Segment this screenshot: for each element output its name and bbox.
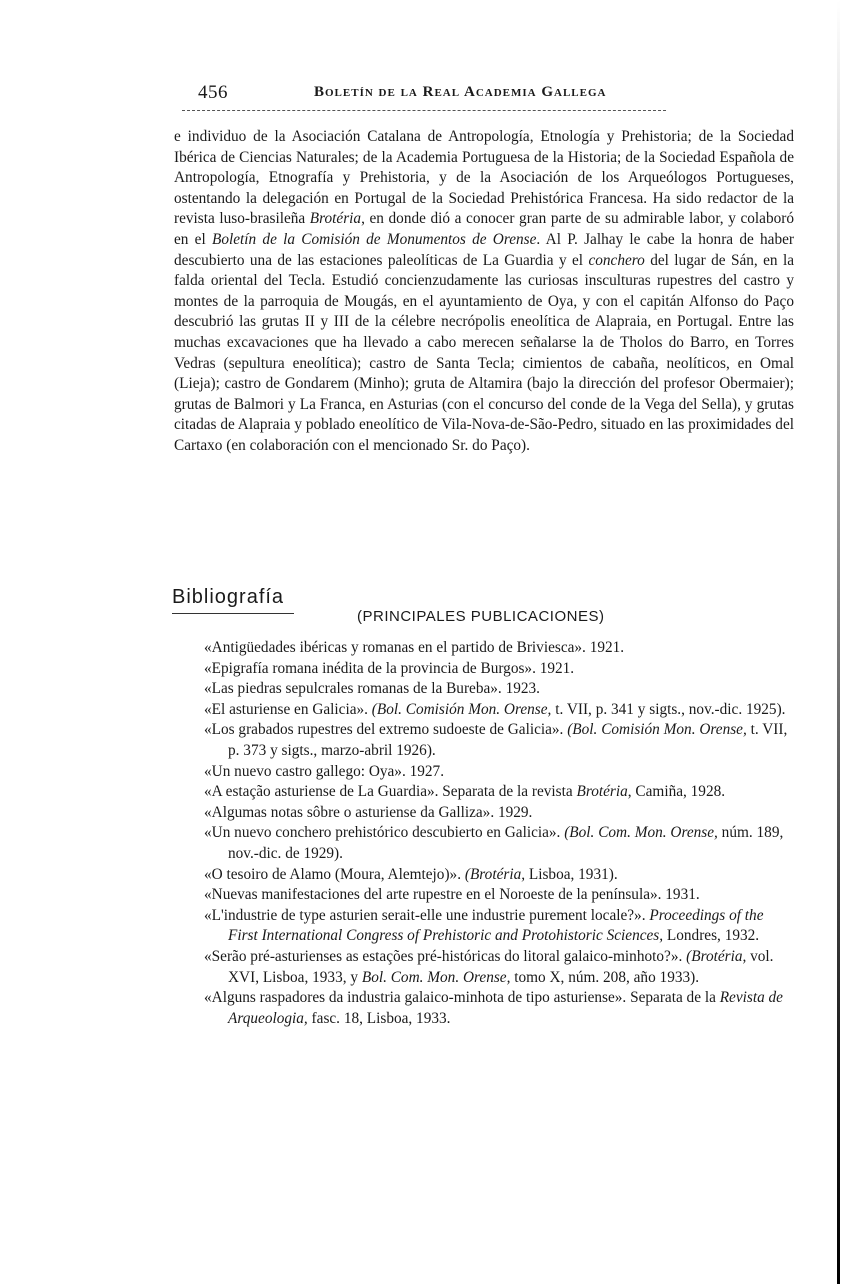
text-run: «A estação asturiense de La Guardia». Separata de la revista — [204, 783, 577, 801]
text-run: «Alguns raspadores da industria galaico-minhota de tipo asturiense». Separata de la — [204, 989, 720, 1007]
text-run: fasc. 18, Lisboa, 1933. — [307, 1009, 451, 1027]
bio-section — [174, 127, 794, 457]
bibliography-entry — [204, 638, 794, 659]
italic-run: (Brotéria, — [686, 947, 747, 965]
text-run: «Algumas notas sôbre o asturiense da Galliza». 1929. — [204, 803, 533, 821]
text-run: «L'industrie de type asturien serait-elle une industrie purement locale?». — [204, 906, 650, 924]
text-run: Londres, 1932. — [663, 927, 760, 945]
bibliography-heading: Bibliografía — [172, 586, 285, 608]
italic-run: (Bol. Comisión Mon. Orense, — [371, 700, 552, 718]
text-run: , Camiña, 1928. — [627, 783, 726, 801]
text-run: «Epigrafía romana inédita de la provincia de Burgos». 1921. — [204, 659, 575, 677]
text-run: Lisboa, 1931). — [525, 865, 618, 883]
page-number: 456 — [198, 82, 228, 103]
bibliography-entry — [204, 823, 794, 864]
italic-run: Bol. Com. Mon. Orense, — [361, 968, 511, 986]
text-run: «Serão pré-asturienses as estações pré-históricas do litoral galaico-minhoto?». — [204, 947, 687, 965]
bibliography-list — [204, 638, 794, 1029]
text-run: e individuo de la Asociación Catalana de Antropología, Etnología y Prehistoria; de la Sociedad Ibérica de Ciencias Naturales; de la Academia Portuguesa de la Historia; de la Sociedad Española de Antropología, Etnografía y Prehistoria, y de la Asociación de los Arqueólogos Portugueses, ostentando la delegación en Portugal de la Sociedad Prehistórica Francesa. Ha sido redactor de la revista luso-brasileña — [174, 128, 794, 228]
text-run: «Un nuevo conchero prehistórico descubierto en Galicia». — [204, 824, 565, 842]
text-run: «Nuevas manifestaciones del arte rupestre en el Noroeste de la península». 1931. — [204, 886, 700, 904]
bibliography-subheading: (PRINCIPALES PUBLICACIONES) — [357, 608, 605, 625]
text-run: «Los grabados rupestres del extremo sudoeste de Galicia». — [204, 721, 568, 739]
bibliography-entry — [204, 988, 794, 1029]
bibliography-entry — [204, 679, 794, 700]
text-run: , en donde dió a conocer gran parte de su admirable labor, y colaboró en el — [174, 210, 794, 248]
bibliography-entry — [204, 762, 794, 783]
running-title: Boletín de la Real Academia Gallega — [314, 84, 607, 100]
bibliography-entry — [204, 803, 794, 824]
bibliography-entry — [204, 782, 794, 803]
italic-run: Brotéria — [309, 210, 362, 228]
header-rule — [182, 110, 666, 111]
page-header — [198, 82, 663, 110]
bibliography-entry — [204, 659, 794, 680]
text-run: «O tesoiro de Alamo (Moura, Alemtejo)». — [204, 865, 465, 883]
text-run: tomo X, núm. 208, año 1933). — [510, 968, 700, 986]
bibliography-entry — [204, 720, 794, 761]
italic-run: (Bol. Com. Mon. Orense, — [564, 824, 718, 842]
bibliography-entry — [204, 700, 794, 721]
text-run: «Las piedras sepulcrales romanas de la Bureba». 1923. — [204, 680, 540, 698]
bibliography-entry — [204, 906, 794, 947]
text-run: núm. 189, nov.-dic. de 1929). — [228, 824, 784, 862]
italic-run: (Brotéria, — [464, 865, 526, 883]
text-run: del lugar de Sán, en la falda oriental del Tecla. Estudió concienzudamente las curiosas insculturas rupestres del castro y montes de la parroquia de Mougás, en el ayuntamiento de Oya, y con el capitán Alfonso do Paço descubrió las grutas II y III de la célebre necrópolis eneolítica de Alapraia, en Portugal. Entre las muchas excavaciones que ha llevado a cabo merecen señalarse la de Tholos do Barro, en Torres Vedras (sepultura eneolítica); castro de Santa Tecla; cimientos de cabaña, neolíticos, en Omal (Lieja); castro de Gondarem (Minho); gruta de Altamira (bajo la dirección del profesor Obermaier); grutas de Balmori y La Franca, en Asturias (con el concurso del conde de la Vega del Sella), y grutas citadas de Alapraia y poblado eneolítico de Vila-Nova-de-São-Pedro, situado en las proximidades del Cartaxo (en colaboración con el mencionado Sr. do Paço). — [174, 251, 795, 454]
bibliography-entry — [204, 885, 794, 906]
italic-run: Proceedings of the First International Congress of Prehistoric and Protohistoric Sciences, — [228, 906, 764, 945]
text-run: t. VII, p. 373 y sigts., marzo-abril 1926). — [228, 721, 788, 759]
bio-paragraph — [174, 127, 794, 457]
page-edge-shadow — [837, 0, 840, 1284]
text-run: vol. XVI, Lisboa, 1933, y — [228, 947, 774, 986]
italic-run: (Bol. Comisión Mon. Orense, — [567, 721, 747, 739]
text-run: «Un nuevo castro gallego: Oya». 1927. — [204, 762, 445, 780]
bibliography-heading-underline — [172, 613, 294, 614]
text-run: «Antigüedades ibéricas y romanas en el partido de Briviesca». 1921. — [204, 639, 625, 656]
italic-run: Boletín de la Comisión de Monumentos de Orense — [211, 230, 537, 248]
text-run: «El asturiense en Galicia». — [204, 700, 372, 718]
bibliography-entry — [204, 947, 794, 988]
text-run: . Al P. Jalhay le cabe la honra de haber descubierto una de las estaciones paleolíticas de La Guardia y el — [174, 230, 794, 269]
text-run: t. VII, p. 341 y sigts., nov.-dic. 1925). — [551, 700, 786, 718]
bibliography-entry — [204, 865, 794, 886]
italic-run: Revista de Arqueologia, — [228, 989, 783, 1027]
italic-run: conchero — [588, 251, 645, 269]
italic-run: Brotéria — [576, 783, 628, 801]
